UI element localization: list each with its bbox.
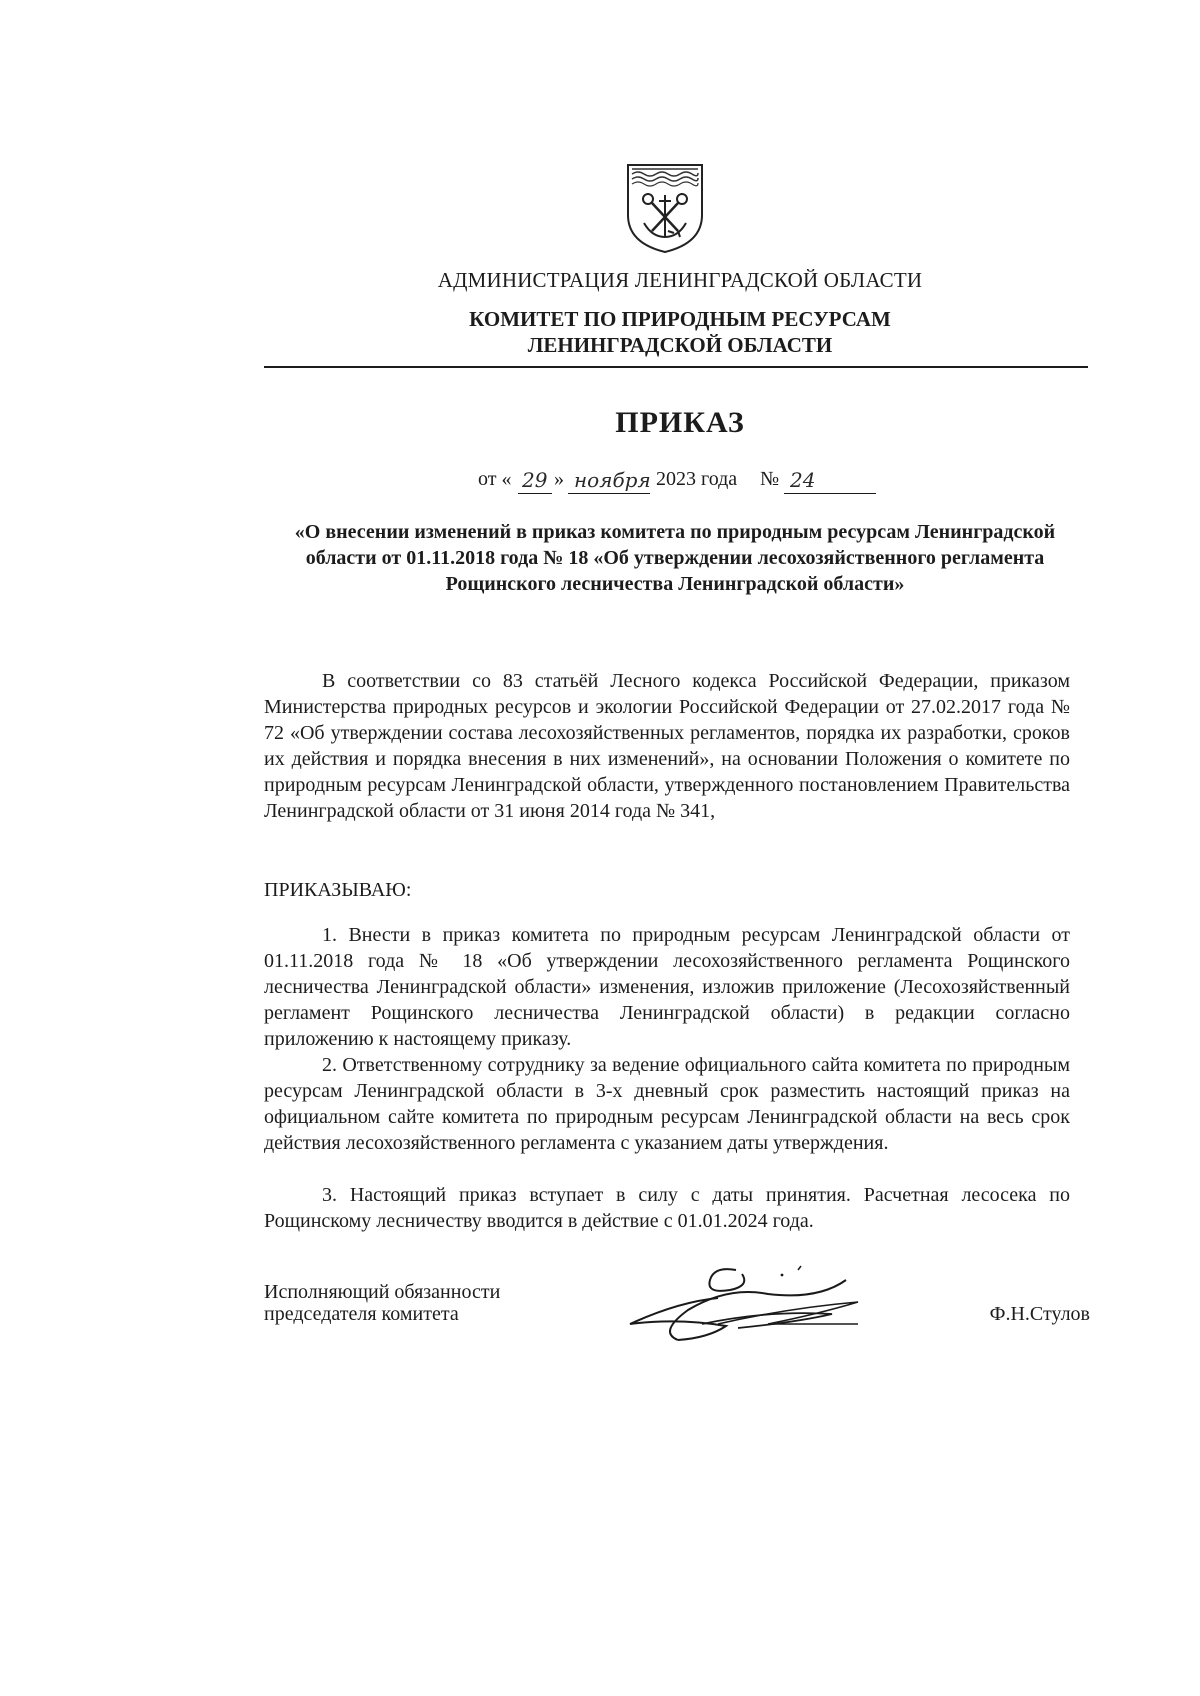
signatory-position-line-2: председателя комитета bbox=[264, 1303, 459, 1325]
order-subject: «О внесении изменений в приказ комитета по природным ресурсам Ленинградской области от 01.11.2018 года № 18 «Об утверждении лесохозяйственного регламента Рощинского лесничества Ленинградской области» bbox=[294, 521, 1056, 595]
order-directive-word: ПРИКАЗЫВАЮ: bbox=[264, 879, 412, 901]
order-point-1: 1. Внести в приказ комитета по природным ресурсам Ленинградской области от 01.11.2018 года № 18 «Об утверждении лесохозяйственного регламента Рощинского лесничества Ленинградской области» изменения, изложив приложение (Лесохозяйственный регламент Рощинского лесничества Ленинградской области) в редакции согласно приложению к настоящему приказу. bbox=[264, 924, 1070, 1050]
number-prefix: № bbox=[760, 468, 780, 490]
signatory-position bbox=[264, 1281, 584, 1325]
committee-name-line-1: КОМИТЕТ ПО ПРИРОДНЫМ РЕСУРСАМ bbox=[469, 307, 891, 331]
handwritten-signature-icon bbox=[618, 1240, 908, 1350]
signatory-name: Ф.Н.Стулов bbox=[989, 1303, 1090, 1325]
preamble-paragraph: В соответствии со 83 статьёй Лесного кодекса Российской Федерации, приказом Министерства природных ресурсов и экологии Российской Федерации от 27.02.2017 года № 72 «Об утверждении состава лесохозяйственных регламентов, порядка их разработки, сроков их действия и порядка внесения в них изменений», на основании Положения о комитете по природным ресурсам Ленинградской области, утвержденного постановлением Правительства Ленинградской области от 31 июня 2014 года № 341, bbox=[264, 670, 1070, 822]
order-month: ноября bbox=[574, 468, 651, 492]
day-underline bbox=[518, 493, 552, 494]
number-underline bbox=[784, 493, 876, 494]
administration-name: АДМИНИСТРАЦИЯ ЛЕНИНГРАДСКОЙ ОБЛАСТИ bbox=[437, 268, 923, 292]
order-year: 2023 года bbox=[656, 468, 738, 490]
committee-name bbox=[400, 306, 960, 358]
header-rule bbox=[264, 366, 1088, 368]
order-number: 24 bbox=[790, 468, 816, 492]
order-date-line bbox=[478, 468, 918, 500]
committee-name-line-2: ЛЕНИНГРАДСКОЙ ОБЛАСТИ bbox=[527, 333, 833, 357]
order-point-3: 3. Настоящий приказ вступает в силу с даты принятия. Расчетная лесосека по Рощинскому лесничеству вводится в действие с 01.01.2024 года. bbox=[264, 1184, 1070, 1232]
month-underline bbox=[568, 493, 650, 494]
order-point-2: 2. Ответственному сотруднику за ведение официального сайта комитета по природным ресурсам Ленинградской области в 3-х дневный срок разместить настоящий приказ на официальном сайте комитета по природным ресурсам Ленинградской области на весь срок действия лесохозяйственного регламента с указанием даты утверждения. bbox=[264, 1054, 1070, 1154]
coat-of-arms-icon bbox=[624, 161, 706, 255]
document-title: ПРИКАЗ bbox=[615, 406, 745, 439]
date-prefix: от « bbox=[478, 468, 512, 490]
order-day: 29 bbox=[522, 468, 548, 492]
date-quote-close: » bbox=[554, 468, 564, 490]
signatory-position-line-1: Исполняющий обязанности bbox=[264, 1281, 501, 1303]
